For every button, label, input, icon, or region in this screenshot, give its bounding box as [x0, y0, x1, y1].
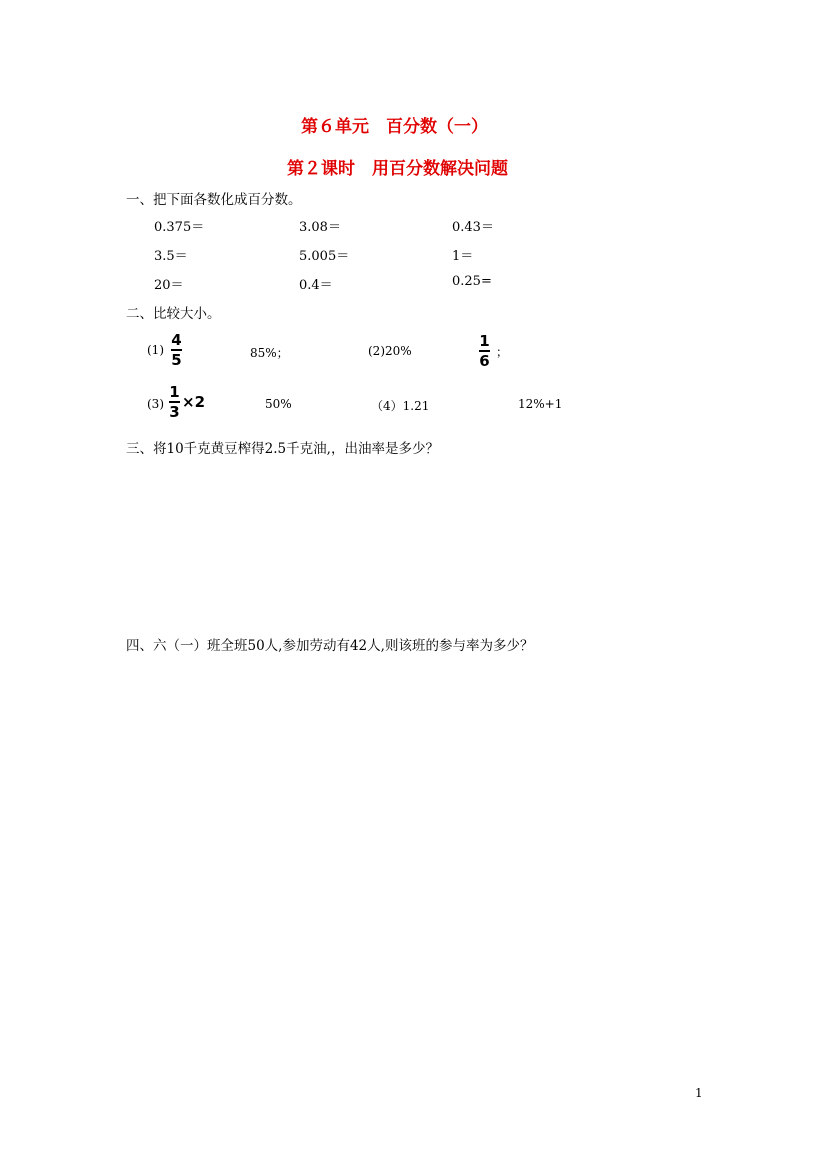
compare-2-label: (2)20% [368, 344, 412, 358]
conversion-item: 0.4＝ [299, 278, 333, 293]
conversion-item: 0.375＝ [154, 220, 205, 235]
section3-heading: 三、将10千克黄豆榨得2.5千克油,，出油率是多少？ [126, 441, 439, 457]
page-number: 1 [695, 1086, 703, 1100]
conversion-item: 20＝ [154, 278, 184, 293]
compare-4-label: （4）1.21 [371, 399, 430, 413]
compare-3-right: 50% [265, 397, 292, 411]
conversion-item: 5.005＝ [299, 249, 350, 264]
conversion-item: 3.5＝ [154, 249, 188, 264]
compare-1-label: (1) [147, 343, 164, 357]
compare-2-fraction [479, 333, 490, 369]
section1-heading: 一、把下面各数化成百分数。 [126, 192, 302, 208]
compare-3-times: ×2 [182, 393, 206, 411]
compare-4-right: 12%+1 [518, 397, 563, 411]
fraction-denominator: 5 [171, 351, 182, 369]
unit-title: 第６单元 百分数（一） [301, 117, 488, 137]
fraction-numerator: 4 [171, 331, 182, 349]
lesson-title: 第２课时 用百分数解决问题 [287, 159, 508, 179]
compare-1-fraction [171, 332, 182, 368]
fraction-denominator: 6 [479, 352, 490, 370]
compare-1-right: 85%； [250, 346, 289, 360]
section2-heading: 二、比较大小。 [126, 306, 221, 322]
fraction-denominator: 3 [169, 403, 180, 421]
compare-3-fraction [169, 384, 180, 420]
conversion-item: 1＝ [452, 249, 474, 264]
conversion-item: 3.08＝ [299, 220, 341, 235]
fraction-numerator: 1 [479, 332, 490, 350]
section4-heading: 四、六（一）班全班50人,参加劳动有42人,则该班的参与率为多少？ [126, 638, 534, 654]
compare-2-suffix: ； [496, 345, 509, 359]
fraction-numerator: 1 [169, 383, 180, 401]
compare-3-label: (3) [147, 397, 164, 411]
conversion-item: 0.43＝ [452, 220, 494, 235]
conversion-item: 0.25= [452, 274, 492, 289]
